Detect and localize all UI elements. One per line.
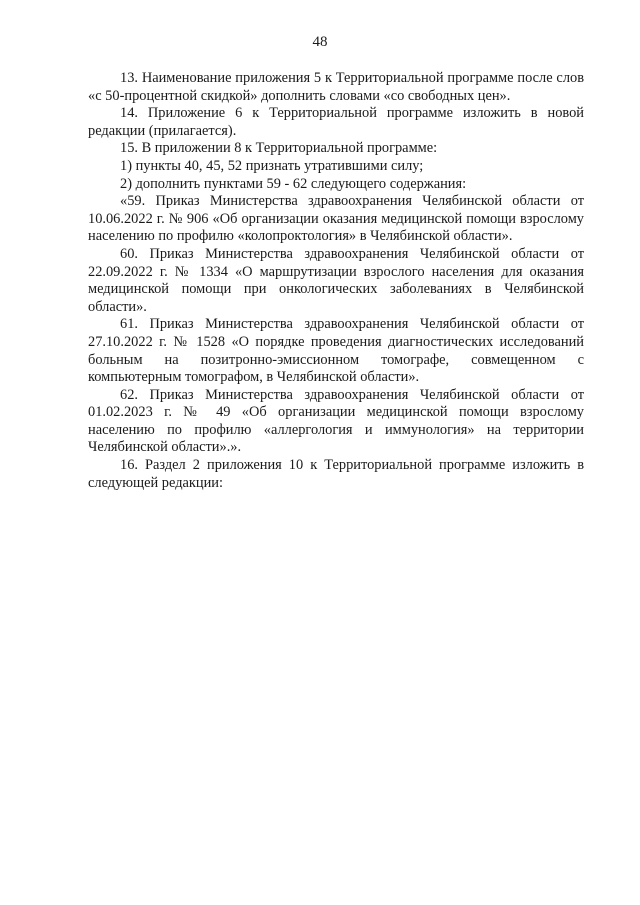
paragraph-item-13: 13. Наименование приложения 5 к Территориальной программе после слов «с 50-процентной скидкой» дополнить словами «со свободных цен». (88, 70, 584, 104)
order-item-62: 62. Приказ Министерства здравоохранения Челябинской области от 01.02.2023 г. № 49 «Об организации медицинской помощи взрослому населению по профилю «аллергология и иммунология» на территории Челябинской области».». (88, 386, 584, 456)
subitem-2: 2) дополнить пунктами 59 - 62 следующего содержания: (120, 175, 467, 192)
order-item-59: «59. Приказ Министерства здравоохранения Челябинской области от 10.06.2022 г. № 906 «Об организации оказания медицинской помощи взрослому населению по профилю «колопроктология» в Челябинской области». (88, 193, 584, 245)
order-item-61: 61. Приказ Министерства здравоохранения Челябинской области от 27.10.2022 г. № 1528 «О порядке проведения диагностических исследований больным на позитронно-эмиссионном томографе, совмещенном с компьютерным томографом, в Челябинской области». (88, 316, 584, 386)
paragraph-item-16: 16. Раздел 2 приложения 10 к Территориальной программе изложить в следующей редакции: (88, 457, 584, 491)
document-body (88, 70, 584, 492)
page-number: 48 (312, 34, 328, 50)
paragraph-item-15: 15. В приложении 8 к Территориальной программе: (120, 140, 438, 157)
subitem-1: 1) пункты 40, 45, 52 признать утратившими силу; (120, 157, 424, 174)
paragraph-item-14: 14. Приложение 6 к Территориальной программе изложить в новой редакции (прилагается). (88, 105, 584, 139)
order-item-60: 60. Приказ Министерства здравоохранения Челябинской области от 22.09.2022 г. № 1334 «О маршрутизации взрослого населения для оказания медицинской помощи при онкологических заболеваниях в Челябинской области». (88, 245, 584, 315)
